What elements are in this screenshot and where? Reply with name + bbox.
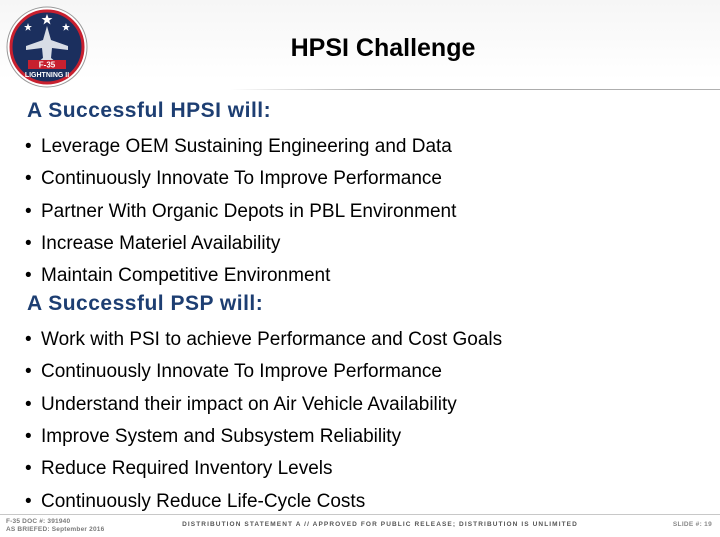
bullet-marker: • [25, 265, 32, 287]
bullet-text: Partner With Organic Depots in PBL Environment [41, 200, 457, 222]
bullet-marker: • [25, 361, 32, 383]
bullet-marker: • [25, 490, 32, 512]
bullet-item [25, 456, 333, 482]
bullet-text: Understand their impact on Air Vehicle Availability [41, 393, 457, 415]
section-heading: A Successful PSP will: [27, 292, 264, 315]
bullet-item [25, 327, 502, 353]
bullet-item [25, 392, 457, 418]
bullet-item [25, 489, 365, 515]
bullet-marker: • [25, 136, 32, 157]
bullet-text: Reduce Required Inventory Levels [41, 458, 333, 480]
bullet-marker: • [25, 425, 32, 447]
svg-text:LIGHTNING II: LIGHTNING II [24, 72, 70, 79]
bullet-item [25, 134, 452, 160]
bullet-item [25, 424, 401, 450]
bullet-item [25, 199, 456, 225]
slide-title: HPSI Challenge [290, 34, 476, 62]
svg-text:F-35: F-35 [38, 60, 56, 70]
footer-doc-info [6, 518, 104, 534]
bullet-text: Continuously Reduce Life-Cycle Costs [41, 490, 366, 512]
footer-divider [0, 514, 720, 515]
bullet-marker: • [25, 232, 32, 254]
bullet-item [25, 263, 330, 289]
bullet-text: Maintain Competitive Environment [41, 265, 331, 287]
section-heading: A Successful HPSI will: [27, 99, 272, 122]
bullet-marker: • [25, 458, 32, 480]
as-briefed-date: AS BRIEFED: September 2016 [6, 526, 105, 533]
bullet-marker: • [25, 168, 32, 190]
bullet-text: Increase Materiel Availability [41, 232, 281, 254]
slide-number: SLIDE #: 19 [672, 521, 712, 528]
bullet-text: Work with PSI to achieve Performance and Cost Goals [41, 329, 503, 350]
bullet-text: Improve System and Subsystem Reliability [41, 425, 402, 447]
bullet-item [25, 166, 442, 192]
slide-header [0, 0, 720, 92]
header-divider [230, 89, 720, 90]
bullet-marker: • [25, 329, 32, 350]
bullet-text: Leverage OEM Sustaining Engineering and Data [41, 136, 452, 157]
bullet-marker: • [25, 200, 32, 222]
bullet-text: Continuously Innovate To Improve Performance [41, 168, 442, 190]
bullet-marker: • [25, 393, 32, 415]
bullet-item [25, 231, 280, 257]
bullet-item [25, 359, 442, 385]
doc-number: F-35 DOC #: 391940 [6, 518, 71, 525]
distribution-statement: DISTRIBUTION STATEMENT A // APPROVED FOR PUBLIC RELEASE; DISTRIBUTION IS UNLIMITED [182, 521, 578, 528]
bullet-text: Continuously Innovate To Improve Performance [41, 361, 442, 383]
f35-lightning-ii-logo-icon [6, 6, 88, 88]
